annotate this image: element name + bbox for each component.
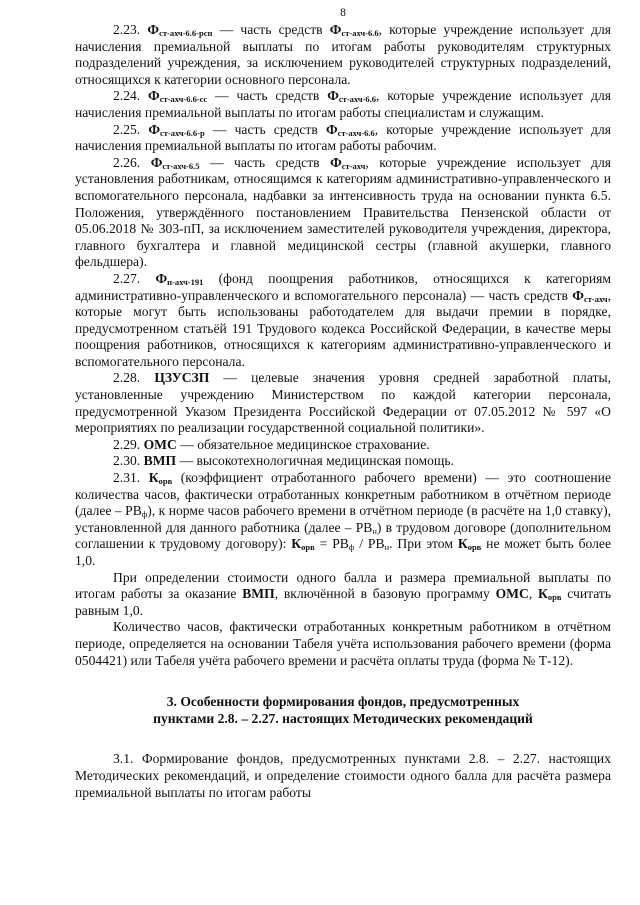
definition-text: — часть средств [204, 121, 326, 137]
rv-subscript: н [372, 525, 377, 536]
definition-2-27 [75, 271, 611, 371]
ref-subscript: ст-ахч [341, 160, 366, 171]
term: ВМП [242, 586, 275, 602]
ref-subscript: ст-ахч-6.6 [338, 94, 376, 105]
section-heading-line: 3. Особенности формирования фондов, предусмотренных [166, 694, 520, 710]
definition-text: (коэффициент отработанного рабочего времени) — это соотношение количества часов, фактически отработанных конкретным работником в отчётном периоде (далее – РВ [75, 470, 611, 519]
rv-subscript: ф [141, 509, 148, 520]
definition-text: — часть средств [212, 22, 330, 37]
definition-text: — высокотехнологичная медицинская помощь. [176, 453, 454, 469]
definition-item [75, 155, 611, 271]
paragraph-text: считать равным 1,0. [75, 586, 612, 618]
item-number: 2.26. [113, 154, 141, 170]
formula-subscript: н [384, 542, 390, 553]
item-number: 2.27. [113, 270, 141, 286]
item-number: 2.25. [113, 121, 141, 137]
section-heading [75, 694, 611, 727]
ref-term: Ф [330, 154, 342, 170]
term-subscript: орв [158, 476, 173, 487]
ref-term: Ф [572, 287, 584, 303]
definition-2-31 [75, 470, 611, 570]
definition-text: , которые учреждение использует для начисления премиальной выплаты по итогам работы специалистам и служащим. [75, 88, 611, 120]
item-number: 2.29. [113, 436, 141, 452]
item-number: 2.28. [113, 370, 141, 386]
definition-text: (фонд поощрения работников, относящихся к категориям административно-управленческого и вспомогательного персонала) — часть средств [75, 270, 611, 303]
term-subscript: орв [547, 592, 562, 603]
formula-subscript: ф [348, 542, 355, 553]
item-number: 2.23. [113, 22, 141, 37]
definition-text: , которые могут быть использованы работодателем для выдачи премии в порядке, предусмотренном статьёй 191 Трудового кодекса Российской Федерации, в качестве меры поощрения работников, относящихся к категориям административно-управленческого и вспомогательного персонала. [75, 287, 611, 369]
formula-k: К [291, 536, 302, 552]
page-number: 8 [340, 7, 346, 19]
term: Ф [150, 154, 163, 170]
term-subscript: ст-ахч-6.6-рсп [159, 28, 213, 38]
term-subscript: ст-ахч-6.6-р [160, 127, 205, 138]
definition-text: не может быть более 1,0. [75, 536, 611, 568]
ref-term: Ф [325, 121, 338, 137]
ref-term: Ф [327, 88, 339, 104]
definition-text: , которые учреждение использует для начисления премиальной выплаты по итогам работы рабочим. [75, 121, 611, 154]
definition-item [75, 122, 611, 155]
definition-item [75, 22, 611, 88]
formula-text: = РВ [314, 536, 349, 552]
paragraph-text: , [528, 586, 538, 602]
term: ВМП [143, 453, 177, 469]
definition-text: , которые учреждение использует для начисления премиальной выплаты по итогам работы руководителям структурных подразделений учреждения, за исключением руководителей структурных подразделений, относящихся к категории основного персонала. [75, 22, 611, 87]
term-subscript: орв [467, 542, 482, 553]
definition-text: . При этом [389, 536, 458, 552]
definition-text: ), к норме часов рабочего времени в отчётном периоде (в расчёте на 1,0 ставку), установленной для данного работника (далее – РВ [75, 503, 611, 535]
definition-item [75, 88, 611, 121]
paragraph-3-1: 3.1. Формирование фондов, предусмотренных пунктами 2.8. – 2.27. настоящих Методических рекомендаций, и определение стоимости одного балла для расчёта размера премиальной выплаты по итогам работы [75, 751, 611, 800]
definitions-list [75, 22, 611, 271]
section-heading-line: пунктами 2.8. – 2.27. настоящих Методических рекомендаций [153, 710, 533, 726]
term-subscript: п-ахч-191 [167, 276, 204, 287]
term: ЦЗУСЗП [154, 370, 210, 386]
definition-text: — целевые значения уровня средней заработной платы, установленные учреждению Министерством по каждой категории персонала, предусмотренной Указом Президента Российской Федерации от 07.05.2012 № 597 «О мероприятиях по реализации государственной социальной политики». [75, 370, 611, 436]
definition-2-29 [75, 437, 611, 454]
term: Ф [148, 88, 160, 104]
definition-text: — часть средств [207, 88, 328, 104]
definition-2-28 [75, 370, 611, 436]
ref-subscript: ст-ахч [583, 293, 608, 304]
ref-term: Ф [329, 22, 342, 37]
definition-text: ) в трудовом договоре (дополнительном соглашении к трудовому договору): [75, 519, 611, 552]
formula-k-subscript: орв [301, 542, 315, 553]
paragraph-text: При определении стоимости одного балла и размера премиальной выплаты по итогам работы за оказание [75, 569, 611, 602]
term-subscript: ст-ахч-6.5 [162, 160, 200, 171]
item-number: 2.31. [113, 470, 141, 486]
term: К [148, 470, 159, 486]
item-number: 2.30. [113, 453, 141, 469]
term: ОМС [143, 436, 177, 452]
term: Ф [148, 121, 161, 137]
item-number: 2.24. [113, 88, 141, 104]
definition-text: — часть средств [199, 154, 331, 170]
definition-text: , которые учреждение использует для установления работникам, относящимся к категориям административно-управленческого и вспомогательного персонала, надбавки за интенсивность труда на основании пункта 6.5. Положения, утверждённого постановлением Правительства Пензенской области от 05.06.2018 № 303-пП, за исключением заместителей руководителя учреждения, директора, главного бухгалтера и главной медицинской сестры (главной акушерки, главного фельдшера). [75, 154, 612, 270]
term: Ф [147, 22, 160, 37]
term: ОМС [495, 586, 529, 602]
formula-text: / РВ [354, 536, 385, 552]
term-subscript: ст-ахч-6.6-сс [159, 94, 208, 105]
paragraph-text: , включённой в базовую программу [274, 586, 496, 602]
paragraph-points [75, 570, 611, 620]
paragraph-hours: Количество часов, фактически отработанных конкретным работником в отчётном периоде, определяется на основании Табеля учёта использования рабочего времени (форма 0504421) или Табеля учёта рабочего времени и расчёта оплаты труда (форма № Т-12). [75, 619, 611, 668]
definition-text: — обязательное медицинское страхование. [176, 436, 430, 452]
term: К [538, 586, 548, 602]
ref-subscript: ст-ахч-6.6 [337, 127, 375, 138]
term: Ф [155, 270, 168, 286]
ref-subscript: ст-ахч-6.6 [341, 28, 379, 38]
definition-2-30 [75, 453, 611, 470]
term: К [457, 536, 468, 552]
